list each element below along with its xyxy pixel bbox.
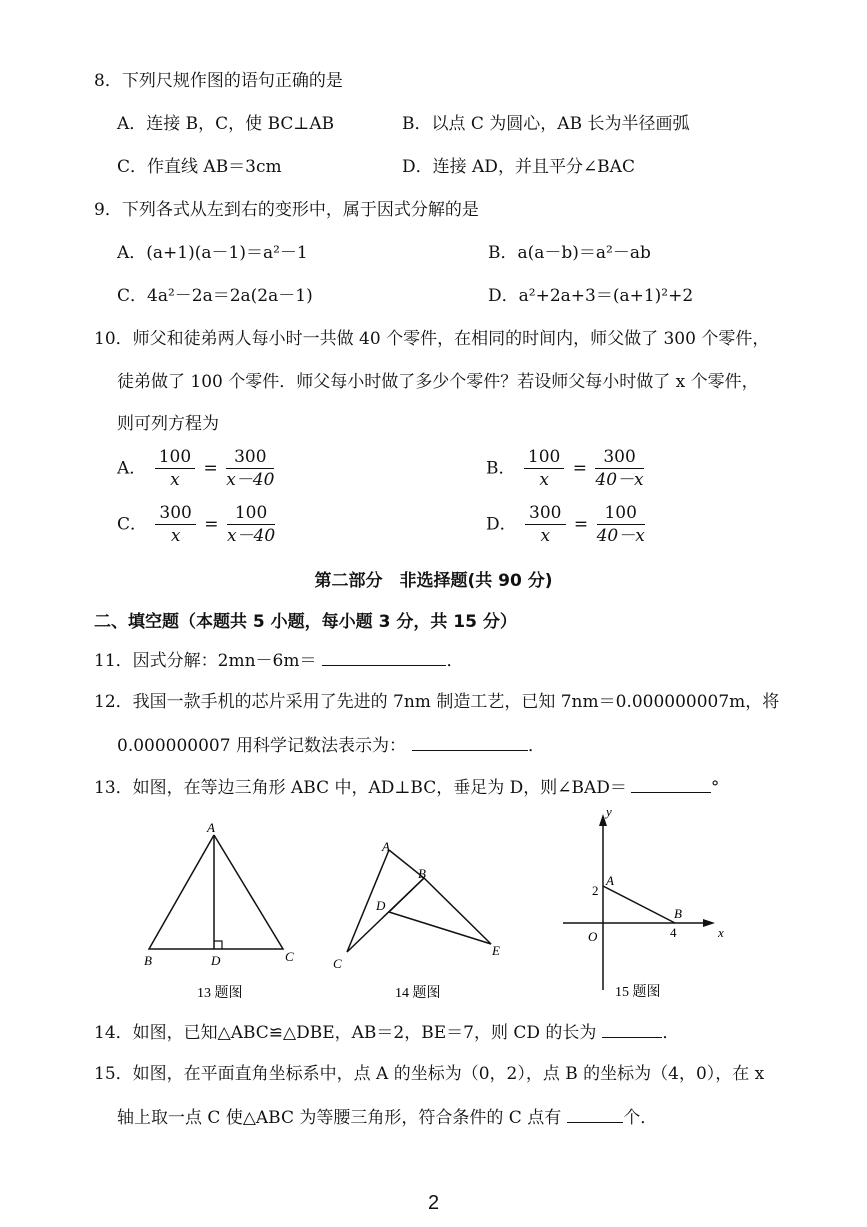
- fraction-left: [524, 446, 564, 491]
- q15-end: 个．: [623, 1108, 658, 1128]
- label-b: B: [418, 866, 426, 881]
- q10-line2: 徒弟做了 100 个零件．师父每小时做了多少个零件？若设师父每小时做了 x 个零件，: [117, 372, 759, 392]
- q11: [94, 649, 463, 672]
- numerator: 100: [524, 446, 564, 469]
- tick-2: 2: [592, 883, 599, 898]
- numerator: 300: [155, 502, 195, 525]
- q10-line1: 10．师父和徒弟两人每小时一共做 40 个零件，在相同的时间内，师父做了 300 个零件，: [94, 329, 770, 349]
- q10-option-c: [117, 502, 278, 547]
- triangle-abc: [347, 850, 424, 952]
- q9-stem: 9．下列各式从左到右的变形中，属于因式分解的是: [94, 200, 479, 220]
- q10-option-b: [486, 446, 647, 491]
- q15-line2: [117, 1106, 657, 1129]
- q8-option-c: C．作直线 AB＝3cm: [117, 157, 282, 177]
- numerator: 300: [525, 502, 565, 525]
- fraction-right: [226, 446, 274, 491]
- origin-label: O: [588, 929, 598, 944]
- q13-text: 13．如图，在等边三角形 ABC 中，AD⊥BC，垂足为 D，则∠BAD＝: [94, 778, 627, 798]
- fraction-right: [597, 502, 645, 547]
- q12-end: ．: [527, 736, 545, 756]
- section-two-heading: 二、填空题（本题共 5 小题，每小题 3 分，共 15 分）: [94, 612, 517, 632]
- part-two-heading: 第二部分 非选择题(共 90 分): [314, 571, 553, 591]
- caption: 13 题图: [197, 986, 243, 1001]
- q10-option-d: [486, 502, 648, 547]
- q9-option-d: D．a²+2a+3＝(a+1)²+2: [488, 286, 694, 306]
- label-c: C: [285, 949, 294, 964]
- q11-text: 11．因式分解：2mn－6m＝: [94, 651, 317, 671]
- q8-option-d: D．连接 AD，并且平分∠BAC: [402, 157, 635, 177]
- caption: 14 题图: [395, 986, 441, 1001]
- q9-option-b: B．a(a－b)＝a²－ab: [488, 243, 651, 263]
- answer-blank[interactable]: [631, 776, 711, 793]
- answer-blank[interactable]: [602, 1021, 662, 1038]
- q15-text: 轴上取一点 C 使△ABC 为等腰三角形，符合条件的 C 点有: [117, 1108, 562, 1128]
- q14-text: 14．如图，已知△ABC≌△DBE，AB＝2，BE＝7，则 CD 的长为: [94, 1023, 597, 1043]
- label-b: B: [144, 953, 152, 968]
- q12-line1: 12．我国一款手机的芯片采用了先进的 7nm 制造工艺，已知 7nm＝0.000000007m，将: [94, 692, 780, 712]
- numerator: 300: [595, 446, 643, 469]
- denominator: x－40: [226, 470, 275, 490]
- figure-13: [135, 815, 305, 1005]
- y-label: y: [606, 804, 612, 819]
- triangle-abc: [149, 835, 283, 949]
- numerator: 100: [155, 446, 195, 469]
- label-a: A: [207, 820, 215, 835]
- q8-option-a: A．连接 B，C，使 BC⊥AB: [117, 114, 335, 134]
- answer-blank[interactable]: [412, 734, 528, 751]
- q9-option-c: C．4a²－2a＝2a(2a－1): [117, 286, 313, 306]
- q8-stem: 8．下列尺规作图的语句正确的是: [94, 71, 343, 91]
- option-label: C．: [117, 514, 148, 535]
- label-d: D: [376, 898, 386, 913]
- right-angle-mark: [214, 941, 222, 949]
- denominator: x: [170, 470, 180, 490]
- q9-option-a: A．(a+1)(a－1)＝a²－1: [117, 243, 308, 263]
- equals-sign: =: [572, 458, 588, 479]
- equals-sign: =: [573, 514, 589, 535]
- q14: [94, 1021, 679, 1044]
- fraction-left: [155, 502, 195, 547]
- label-e: E: [492, 943, 500, 958]
- figure-14: [325, 830, 515, 1005]
- numerator: 100: [597, 502, 645, 525]
- tick-4: 4: [670, 925, 677, 940]
- denominator: x－40: [226, 526, 276, 546]
- q8-option-b: B．以点 C 为圆心，AB 长为半径画弧: [402, 114, 690, 134]
- denominator: x: [170, 526, 181, 546]
- q14-end: ．: [662, 1023, 680, 1043]
- page-number: 2: [427, 1192, 440, 1214]
- caption: 15 题图: [615, 985, 661, 1000]
- q10-option-a: [117, 446, 277, 491]
- option-label: B．: [486, 458, 516, 479]
- fraction-right: [595, 446, 643, 491]
- fraction-left: [525, 502, 565, 547]
- equals-sign: =: [203, 458, 218, 479]
- fraction-left: [155, 446, 195, 491]
- segment-ab: [603, 886, 675, 923]
- denominator: 40－x: [595, 470, 644, 490]
- fraction-right: [227, 502, 275, 547]
- numerator: 300: [226, 446, 274, 469]
- label-a: A: [606, 873, 614, 888]
- option-label: D．: [486, 514, 517, 535]
- answer-blank[interactable]: [567, 1106, 623, 1123]
- answer-blank[interactable]: [322, 649, 446, 666]
- q15-line1: 15．如图，在平面直角坐标系中，点 A 的坐标为（0，2），点 B 的坐标为（4，0），在 x: [94, 1064, 765, 1084]
- q10-line3: 则可列方程为: [117, 414, 219, 434]
- x-axis-arrow-icon: [703, 919, 715, 927]
- label-d: D: [211, 953, 221, 968]
- label-a: A: [382, 839, 390, 854]
- q12-line2: [117, 734, 545, 757]
- label-b: B: [674, 906, 682, 921]
- equals-sign: =: [204, 514, 219, 535]
- denominator: x: [540, 526, 551, 546]
- denominator: 40－x: [596, 526, 645, 546]
- option-label: A．: [117, 458, 147, 479]
- q13: [94, 776, 719, 799]
- q13-end: °: [710, 778, 720, 798]
- denominator: x: [539, 470, 549, 490]
- numerator: 100: [227, 502, 275, 525]
- q11-end: ．: [446, 651, 464, 671]
- figure-15: [555, 800, 740, 1005]
- label-c: C: [333, 956, 342, 971]
- triangle-dbe: [389, 878, 491, 944]
- q12-text: 0.000000007 用科学记数法表示为：: [117, 736, 406, 756]
- x-label: x: [718, 925, 724, 940]
